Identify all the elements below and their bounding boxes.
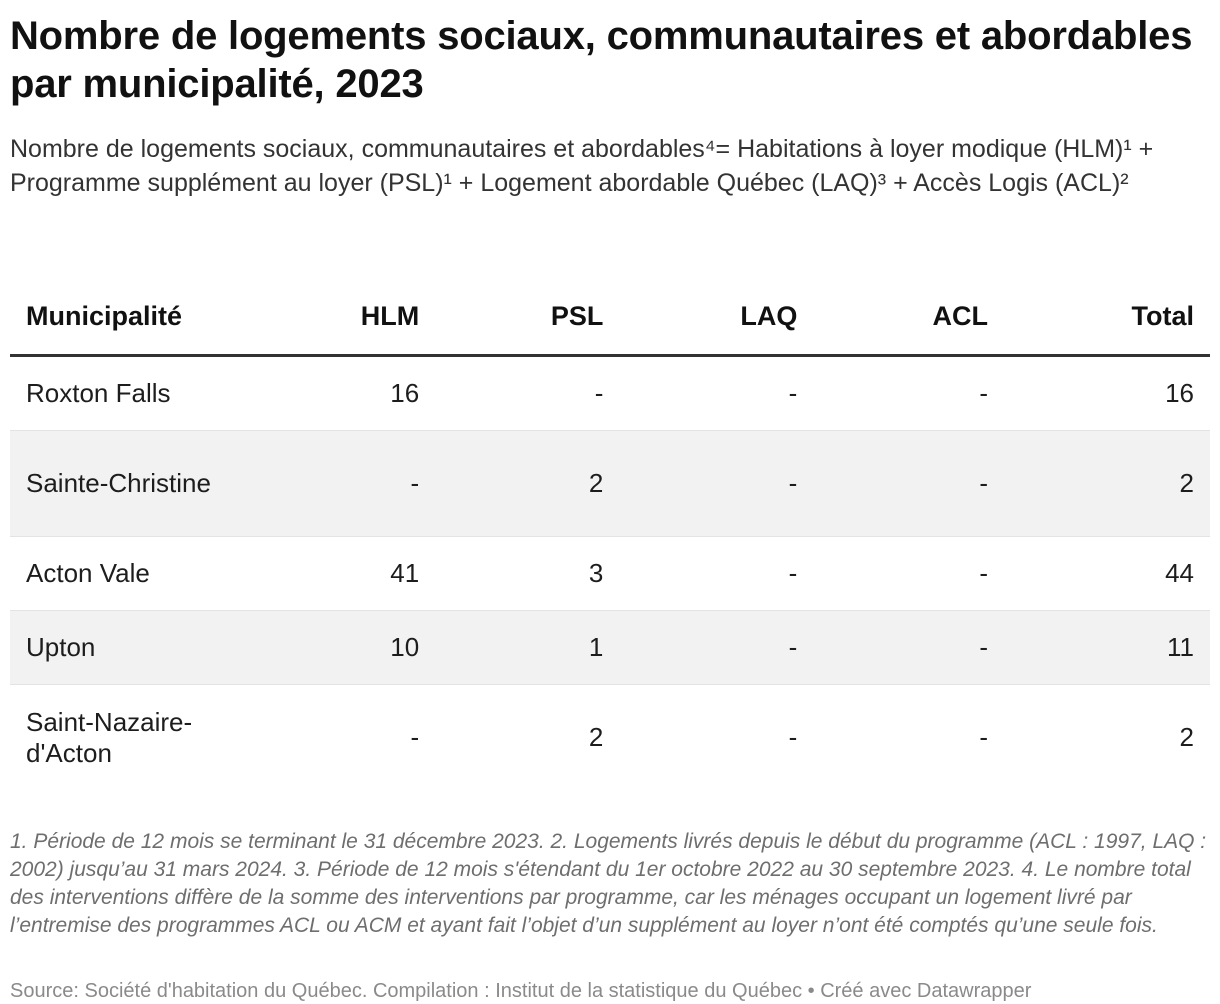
cell-acl: - [813,356,1004,431]
cell-psl: 2 [435,431,619,537]
chart-container [10,12,1210,1002]
table-row [10,537,1210,611]
cell-total: 2 [1004,685,1210,791]
column-header-laq[interactable]: LAQ [619,278,813,356]
cell-psl: 1 [435,611,619,685]
chart-title: Nombre de logements sociaux, communautaires et abordables par municipalité, 2023 [10,14,1193,106]
cell-acl: - [813,431,1004,537]
column-header-acl[interactable]: ACL [813,278,1004,356]
cell-hlm: - [238,431,435,537]
table-row [10,431,1210,537]
cell-total: 11 [1004,611,1210,685]
cell-acl: - [813,611,1004,685]
cell-municipalite: Saint-Nazaire-d'Acton [10,685,238,791]
cell-laq: - [619,431,813,537]
cell-hlm: 41 [238,537,435,611]
table-row [10,356,1210,431]
footnotes: 1. Période de 12 mois se terminant le 31 décembre 2023. 2. Logements livrés depuis le début du programme (ACL : 1997, LAQ : 2002) jusqu’au 31 mars 2024. 3. Période de 12 mois s'étendant du 1er octobre 2022 au 30 septembre 2023. 4. Le nombre total des interventions diffère de la somme des interventions par programme, car les ménages occupant un logement livré par l’entremise des programmes ACL ou ACM et ayant fait l’objet d’un supplément au loyer n’ont été comptés qu’une seule fois. [10,830,1207,937]
cell-total: 16 [1004,356,1210,431]
cell-psl: - [435,356,619,431]
cell-total: 2 [1004,431,1210,537]
cell-hlm: 10 [238,611,435,685]
table-body [10,356,1210,791]
cell-acl: - [813,537,1004,611]
cell-municipalite: Sainte-Christine [10,431,238,537]
data-table [10,278,1210,790]
chart-subtitle: Nombre de logements sociaux, communautaires et abordables⁴= Habitations à loyer modique (HLM)¹ + Programme supplément au loyer (PSL)¹ + Logement abordable Québec (LAQ)³ + Accès Logis (ACL)² [10,135,1154,197]
column-header-psl[interactable]: PSL [435,278,619,356]
cell-hlm: - [238,685,435,791]
cell-total: 44 [1004,537,1210,611]
table-row [10,685,1210,791]
table-row [10,611,1210,685]
cell-laq: - [619,537,813,611]
column-header-total[interactable]: Total [1004,278,1210,356]
column-header-municipalite[interactable]: Municipalité [10,278,238,356]
cell-municipalite: Roxton Falls [10,356,238,431]
cell-laq: - [619,611,813,685]
cell-hlm: 16 [238,356,435,431]
cell-municipalite: Upton [10,611,238,685]
cell-psl: 3 [435,537,619,611]
column-header-hlm[interactable]: HLM [238,278,435,356]
cell-municipalite: Acton Vale [10,537,238,611]
cell-acl: - [813,685,1004,791]
source-line: Source: Société d'habitation du Québec. Compilation : Institut de la statistique du Québec • Créé avec Datawrapper [10,980,1032,1002]
cell-laq: - [619,356,813,431]
header-row [10,278,1210,356]
cell-laq: - [619,685,813,791]
cell-psl: 2 [435,685,619,791]
table-header [10,278,1210,356]
